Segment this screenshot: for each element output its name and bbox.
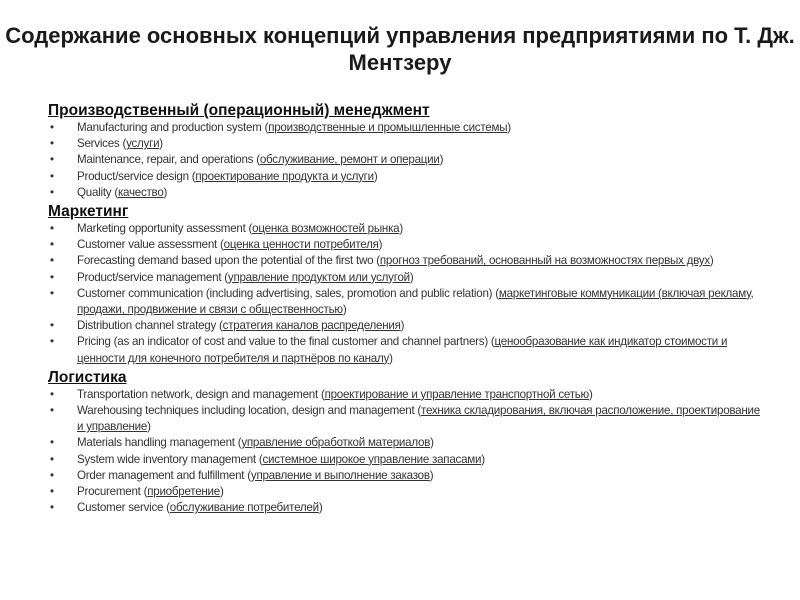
list-item: • System wide inventory management (системное широкое управление запасами)	[48, 452, 764, 468]
item-english: Transportation network, design and management	[77, 387, 318, 401]
list-item: • Warehousing techniques including location, design and management (техника складирования, включая расположение, проектирование и управление)	[50, 404, 760, 434]
item-russian-link[interactable]: проектирование продукта и услуги	[195, 169, 374, 183]
bullet-icon: •	[50, 137, 54, 151]
list-item: • Services (услуги)	[48, 136, 764, 152]
bullet-icon: •	[50, 169, 54, 183]
item-russian-link[interactable]: качество	[117, 185, 164, 199]
bullet-list	[48, 221, 764, 367]
item-russian-link[interactable]: приобретение	[147, 485, 220, 499]
item-english: Pricing (as an indicator of cost and value to the final customer and channel partners)	[77, 335, 488, 349]
item-russian-link[interactable]: системное широкое управление запасами	[262, 452, 482, 466]
list-item: • Distribution channel strategy (стратегия каналов распределения)	[48, 318, 764, 334]
bullet-icon: •	[50, 387, 54, 401]
item-english: Product/service design	[77, 169, 189, 183]
bullet-icon: •	[50, 404, 54, 418]
item-english: Customer value assessment	[77, 238, 218, 252]
item-russian-link[interactable]: оценка ценности потребителя	[223, 238, 379, 252]
bullet-list	[48, 120, 764, 201]
list-item: • Product/service management (управление продуктом или услугой)	[48, 270, 764, 286]
list-item: • Pricing (as an indicator of cost and value to the final customer and channel partners) (ценообразование как индикатор стоимости и ценности для конечного потребителя и партнёров по каналу)	[50, 335, 728, 365]
item-english: Maintenance, repair, and operations	[77, 153, 254, 167]
item-russian-link[interactable]: обслуживание, ремонт и операции	[259, 153, 440, 167]
item-russian-link[interactable]: маркетинговые коммуникации (включая рекламу, продажи, продвижение и связи с общественностью	[77, 286, 754, 317]
item-english: Manufacturing and production system	[77, 121, 262, 134]
item-russian-link[interactable]: стратегия каналов распределения	[222, 319, 401, 333]
bullet-icon: •	[50, 254, 54, 268]
item-english: Marketing opportunity assessment	[77, 222, 246, 236]
list-item: • Customer service (обслуживание потребителей)	[48, 500, 764, 516]
bullet-icon: •	[50, 501, 54, 515]
item-russian-link[interactable]: техника складирования, включая расположение, проектирование и управление	[77, 404, 760, 434]
item-russian-link[interactable]: оценка возможностей рынка	[252, 222, 400, 236]
list-item: • Quality (качество)	[48, 185, 764, 201]
list-item: • Marketing opportunity assessment (оценка возможностей рынка)	[48, 221, 764, 237]
item-russian-link[interactable]: услуги	[126, 137, 160, 151]
bullet-icon: •	[50, 185, 54, 199]
section-heading: Маркетинг	[48, 203, 129, 221]
list-item: • Materials handling management (управление обработкой материалов)	[48, 435, 764, 451]
list-item: • Manufacturing and production system (производственные и промышленные системы)	[48, 120, 764, 136]
bullet-icon: •	[50, 286, 54, 300]
list-item: • Transportation network, design and management (проектирование и управление транспортной сетью)	[48, 387, 764, 403]
bullet-icon: •	[50, 121, 54, 134]
bullet-list	[48, 387, 764, 517]
item-english: Customer communication (including advertising, sales, promotion and public relation)	[77, 286, 493, 300]
item-english: Order management and fulfillment	[77, 468, 245, 482]
list-item: • Procurement (приобретение)	[48, 484, 764, 500]
bullet-icon: •	[50, 153, 54, 167]
slide-title: Содержание основных концепций управления предприятиями по Т. Дж. Ментзеру	[5, 23, 795, 75]
section-heading: Логистика	[48, 368, 127, 386]
item-russian-link[interactable]: обслуживание потребителей	[169, 501, 319, 515]
item-english: Forecasting demand based upon the potential of the first two	[77, 254, 374, 268]
bullet-icon: •	[50, 452, 54, 466]
item-english: Product/service management	[77, 270, 222, 284]
item-english: Materials handling management	[77, 436, 235, 450]
bullet-icon: •	[50, 335, 54, 349]
item-english: Distribution channel strategy	[77, 319, 217, 333]
bullet-icon: •	[50, 238, 54, 252]
item-russian-link[interactable]: производственные и промышленные системы	[268, 121, 508, 134]
bullet-icon: •	[50, 436, 54, 450]
slide-content	[48, 100, 764, 516]
list-item: • Maintenance, repair, and operations (обслуживание, ремонт и операции)	[48, 152, 764, 168]
item-english: Procurement	[77, 485, 141, 499]
bullet-icon: •	[50, 485, 54, 499]
section-heading: Производственный (операционный) менеджмент	[48, 102, 430, 119]
list-item: • Forecasting demand based upon the potential of the first two (прогноз требований, основанный на возможностях первых двух)	[48, 253, 764, 269]
item-english: Customer service	[77, 501, 164, 515]
item-english: System wide inventory management	[77, 452, 256, 466]
bullet-icon: •	[50, 270, 54, 284]
item-english: Quality	[77, 185, 112, 199]
bullet-icon: •	[50, 468, 54, 482]
list-item: • Customer value assessment (оценка ценности потребителя)	[48, 237, 764, 253]
item-english: Services	[77, 137, 120, 151]
item-russian-link[interactable]: управление продуктом или услугой	[227, 270, 410, 284]
item-russian-link[interactable]: ценообразование как индикатор стоимости и ценности для конечного потребителя и партнёров по каналу	[77, 335, 728, 365]
item-russian-link[interactable]: проектирование и управление транспортной сетью	[324, 387, 590, 401]
item-english: Warehousing techniques including location, design and management	[77, 404, 415, 418]
list-item: • Customer communication (including advertising, sales, promotion and public relation) (маркетинговые коммуникации (включая рекламу, продажи, продвижение и связи с общественностью)	[50, 286, 754, 317]
item-russian-link[interactable]: управление и выполнение заказов	[250, 468, 430, 482]
list-item: • Order management and fulfillment (управление и выполнение заказов)	[48, 468, 764, 484]
bullet-icon: •	[50, 222, 54, 236]
item-russian-link[interactable]: управление обработкой материалов	[241, 436, 431, 450]
list-item: • Product/service design (проектирование продукта и услуги)	[48, 169, 764, 185]
bullet-icon: •	[50, 319, 54, 333]
item-russian-link[interactable]: прогноз требований, основанный на возможностях первых двух	[379, 254, 710, 268]
